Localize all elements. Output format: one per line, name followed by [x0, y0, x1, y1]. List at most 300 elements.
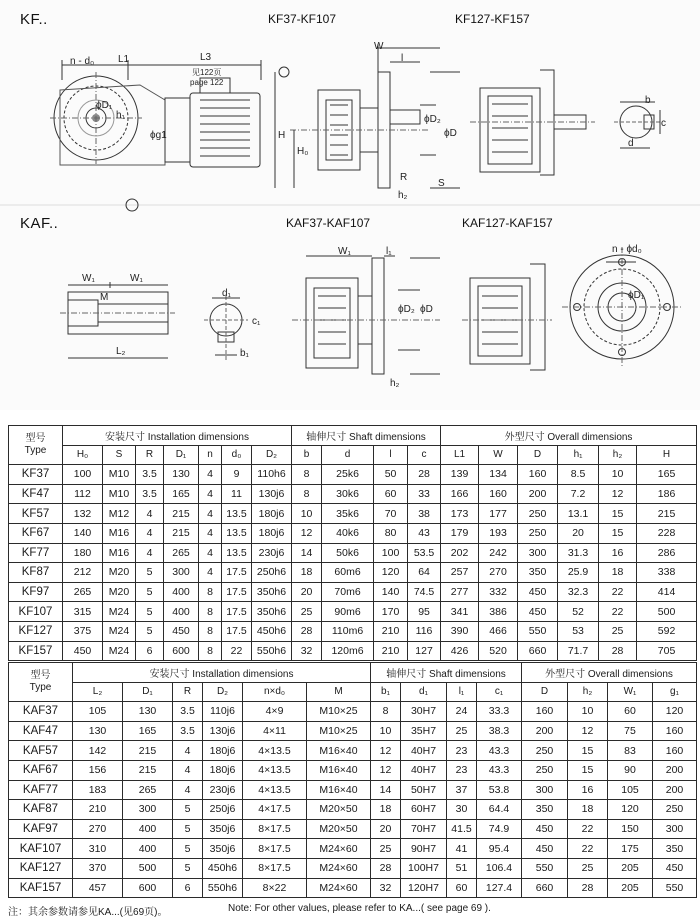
- table-cell: 16: [599, 543, 637, 563]
- table-cell: 74.9: [477, 819, 522, 839]
- table-cell: 592: [637, 621, 697, 641]
- table-cell: 660: [518, 641, 558, 661]
- table-cell: M20: [103, 563, 136, 583]
- table-cell: 120m6: [322, 641, 374, 661]
- table-cell: 8: [292, 484, 322, 504]
- table-cell: 13.5: [222, 523, 252, 543]
- table-cell: 35H7: [401, 721, 447, 741]
- kf-column-header: h₁: [558, 445, 599, 465]
- type-cell: KAF47: [9, 721, 73, 741]
- table-cell: 4: [199, 543, 222, 563]
- table-cell: 4×17.5: [243, 800, 307, 820]
- table-cell: 270: [479, 563, 518, 583]
- table-cell: 250: [653, 800, 697, 820]
- table-row: [9, 800, 697, 820]
- table-cell: 14: [292, 543, 322, 563]
- kaf-column-header: c₁: [477, 682, 522, 702]
- table-cell: 338: [637, 563, 697, 583]
- table-cell: M16×40: [307, 741, 371, 761]
- note-cn: 注：其余参数请参见KA...(见69页)。: [8, 907, 168, 918]
- table-cell: 50k6: [322, 543, 374, 563]
- table-cell: 450: [518, 582, 558, 602]
- type-cell: KAF127: [9, 858, 73, 878]
- kf127-kf157-view: [470, 70, 595, 175]
- table-cell: 156: [73, 760, 123, 780]
- table-cell: 450: [522, 819, 568, 839]
- table-cell: 215: [123, 760, 173, 780]
- table-cell: 20: [292, 582, 322, 602]
- table-cell: 205: [608, 878, 653, 898]
- kf-column-header: D₁: [164, 445, 199, 465]
- kf-small-group-title: KF37-KF107: [268, 12, 337, 26]
- kaf-column-header: l₁: [447, 682, 477, 702]
- table-cell: 426: [441, 641, 479, 661]
- dim-d1: d₁: [222, 288, 231, 299]
- table-cell: 5: [173, 858, 203, 878]
- dim-h1: h₁: [116, 110, 125, 121]
- table-cell: 105: [73, 702, 123, 722]
- table-cell: 18: [568, 800, 608, 820]
- dim-S: S: [438, 178, 445, 189]
- table-cell: 5: [173, 819, 203, 839]
- table-cell: 28: [599, 641, 637, 661]
- table-cell: 3.5: [136, 465, 164, 485]
- table-cell: 130: [73, 721, 123, 741]
- kf-column-header: D₂: [252, 445, 292, 465]
- kf-type-label-en: Type: [24, 445, 47, 457]
- table-cell: 230j6: [252, 543, 292, 563]
- kf-column-header: c: [408, 445, 441, 465]
- dim-D1-kaf: ϕD₁: [628, 290, 645, 301]
- table-cell: 375: [63, 621, 103, 641]
- table-cell: 41.5: [447, 819, 477, 839]
- table-row: [9, 543, 697, 563]
- note-en: Note: For other values, please refer to KA...( see page 69 ).: [228, 903, 491, 914]
- table-cell: M20×50: [307, 800, 371, 820]
- table-cell: 43.3: [477, 760, 522, 780]
- table-cell: 17.5: [222, 621, 252, 641]
- table-cell: 550: [522, 858, 568, 878]
- dim-g1: ϕg1: [150, 130, 167, 141]
- table-cell: M10×25: [307, 702, 371, 722]
- table-cell: 112: [63, 484, 103, 504]
- kf-column-header: d: [322, 445, 374, 465]
- table-cell: 180: [63, 543, 103, 563]
- table-cell: 5: [136, 563, 164, 583]
- table-cell: 228: [637, 523, 697, 543]
- table-cell: 14: [371, 780, 401, 800]
- type-cell: KAF107: [9, 839, 73, 859]
- type-cell: KF87: [9, 563, 63, 583]
- table-cell: 341: [441, 602, 479, 622]
- table-cell: 37: [447, 780, 477, 800]
- table-cell: 95: [408, 602, 441, 622]
- table-cell: 53: [558, 621, 599, 641]
- table-cell: 600: [123, 878, 173, 898]
- table-cell: M10: [103, 465, 136, 485]
- dim-R: R: [400, 172, 408, 183]
- table-row: [9, 741, 697, 761]
- table-cell: M24: [103, 621, 136, 641]
- table-cell: 52: [558, 602, 599, 622]
- table-cell: 38.3: [477, 721, 522, 741]
- table-cell: 132: [63, 504, 103, 524]
- dim-l1: l₁: [386, 246, 392, 257]
- table-cell: 200: [522, 721, 568, 741]
- table-cell: 310: [73, 839, 123, 859]
- kaf-large-group-title: KAF127-KAF157: [462, 216, 553, 230]
- table-cell: 4: [199, 465, 222, 485]
- table-cell: 457: [73, 878, 123, 898]
- table-cell: 12: [371, 760, 401, 780]
- table-cell: 350: [653, 839, 697, 859]
- table-cell: 370: [73, 858, 123, 878]
- table-cell: 210: [374, 641, 408, 661]
- dim-W: W: [374, 41, 384, 52]
- table-cell: 300: [518, 543, 558, 563]
- table-cell: 160: [522, 702, 568, 722]
- table-cell: 450: [518, 602, 558, 622]
- table-cell: 4×13.5: [243, 760, 307, 780]
- kaf-column-header: D₁: [123, 682, 173, 702]
- kaf-column-header: M: [307, 682, 371, 702]
- table-cell: 28: [408, 465, 441, 485]
- kf-column-header: h₂: [599, 445, 637, 465]
- dim-H: H: [278, 130, 286, 141]
- table-cell: 350h6: [252, 582, 292, 602]
- table-cell: 30: [447, 800, 477, 820]
- technical-drawings: [0, 0, 700, 410]
- table-cell: 41: [447, 839, 477, 859]
- kf-column-header: n: [199, 445, 222, 465]
- type-cell: KAF97: [9, 819, 73, 839]
- kf-overall-group: 外型尺寸 Overall dimensions: [441, 426, 697, 446]
- shaft-key-view: [614, 102, 660, 148]
- table-cell: 106.4: [477, 858, 522, 878]
- table-cell: 120: [608, 800, 653, 820]
- kaf-column-header: h₂: [568, 682, 608, 702]
- table-cell: 22: [568, 819, 608, 839]
- table-cell: 60H7: [401, 800, 447, 820]
- ref-page-cn: 见122页: [192, 68, 222, 77]
- table-cell: 350h6: [252, 602, 292, 622]
- dim-W1-right: W₁: [130, 273, 143, 284]
- table-cell: 193: [479, 523, 518, 543]
- kf-column-header: W: [479, 445, 518, 465]
- table-cell: 8: [199, 582, 222, 602]
- table-cell: 5: [136, 621, 164, 641]
- table-row: [9, 702, 697, 722]
- table-cell: 25: [371, 839, 401, 859]
- kaf-type-header: [9, 663, 73, 702]
- table-cell: 130j6: [203, 721, 243, 741]
- table-cell: 120: [374, 563, 408, 583]
- kf-type-label-cn: 型号: [25, 433, 46, 445]
- type-cell: KF47: [9, 484, 63, 504]
- table-cell: 160: [479, 484, 518, 504]
- table-cell: 550: [518, 621, 558, 641]
- table-cell: 450h6: [252, 621, 292, 641]
- table-cell: 4: [173, 760, 203, 780]
- kaf-column-header-row: [9, 682, 697, 702]
- table-row: [9, 621, 697, 641]
- table-cell: 450: [63, 641, 103, 661]
- table-cell: 173: [441, 504, 479, 524]
- type-cell: KAF67: [9, 760, 73, 780]
- table-cell: 250: [522, 760, 568, 780]
- table-cell: 30k6: [322, 484, 374, 504]
- kaf-section-title: KAF..: [20, 215, 59, 232]
- table-cell: 250h6: [252, 563, 292, 583]
- table-cell: 64: [408, 563, 441, 583]
- table-cell: 140: [63, 523, 103, 543]
- kf-column-header: H₀: [63, 445, 103, 465]
- table-cell: 30H7: [401, 702, 447, 722]
- kf-column-header: H: [637, 445, 697, 465]
- table-cell: 8×17.5: [243, 819, 307, 839]
- table-cell: 120H7: [401, 878, 447, 898]
- table-row: [9, 602, 697, 622]
- table-cell: 215: [123, 741, 173, 761]
- table-cell: 33: [408, 484, 441, 504]
- table-row: [9, 780, 697, 800]
- kaf127-kaf157-view: [462, 264, 552, 370]
- table-cell: 215: [637, 504, 697, 524]
- table-cell: 15: [599, 504, 637, 524]
- table-cell: 200: [518, 484, 558, 504]
- table-cell: 25: [292, 602, 322, 622]
- table-cell: 8: [199, 641, 222, 661]
- table-cell: 660: [522, 878, 568, 898]
- table-cell: 25: [599, 621, 637, 641]
- table-row: [9, 504, 697, 524]
- table-cell: M24: [103, 602, 136, 622]
- table-cell: 4: [136, 543, 164, 563]
- table-cell: 100: [374, 543, 408, 563]
- table-cell: 18: [599, 563, 637, 583]
- table-cell: 250: [522, 741, 568, 761]
- table-cell: 70H7: [401, 819, 447, 839]
- table-cell: 116: [408, 621, 441, 641]
- table-cell: 11: [222, 484, 252, 504]
- table-cell: 177: [479, 504, 518, 524]
- type-cell: KF37: [9, 465, 63, 485]
- table-cell: 22: [568, 839, 608, 859]
- table-cell: 110j6: [203, 702, 243, 722]
- type-cell: KAF157: [9, 878, 73, 898]
- table-cell: 43: [408, 523, 441, 543]
- dim-D: ϕD: [444, 128, 457, 139]
- table-cell: 4×11: [243, 721, 307, 741]
- table-cell: 315: [63, 602, 103, 622]
- table-cell: 6: [173, 878, 203, 898]
- table-row: [9, 582, 697, 602]
- table-cell: 250: [518, 523, 558, 543]
- table-cell: 28: [292, 621, 322, 641]
- table-cell: 24: [447, 702, 477, 722]
- table-cell: 5: [136, 582, 164, 602]
- kf-column-header: d₀: [222, 445, 252, 465]
- table-cell: 95.4: [477, 839, 522, 859]
- dim-d: d: [628, 138, 634, 149]
- table-cell: 15: [568, 760, 608, 780]
- table-cell: 250: [518, 504, 558, 524]
- table-cell: 22: [599, 602, 637, 622]
- table-cell: 166: [441, 484, 479, 504]
- table-cell: 105: [608, 780, 653, 800]
- table-cell: 400: [164, 602, 199, 622]
- kaf-group-header-row: [9, 663, 697, 683]
- table-cell: 179: [441, 523, 479, 543]
- dim-n-d0-kaf: n - ϕd₀: [612, 244, 642, 255]
- table-cell: 31.3: [558, 543, 599, 563]
- table-cell: 4: [199, 523, 222, 543]
- table-cell: 212: [63, 563, 103, 583]
- table-cell: 12: [599, 484, 637, 504]
- table-cell: 25.9: [558, 563, 599, 583]
- table-cell: 170: [374, 602, 408, 622]
- table-row: [9, 641, 697, 661]
- type-cell: KF57: [9, 504, 63, 524]
- table-row: [9, 839, 697, 859]
- kaf-column-header: g₁: [653, 682, 697, 702]
- table-cell: 134: [479, 465, 518, 485]
- table-cell: 33.3: [477, 702, 522, 722]
- table-cell: 270: [73, 819, 123, 839]
- table-cell: 215: [164, 523, 199, 543]
- table-cell: 4: [173, 741, 203, 761]
- table-cell: 8: [199, 621, 222, 641]
- kaf-column-header: d₁: [401, 682, 447, 702]
- table-cell: M20×50: [307, 819, 371, 839]
- table-cell: 127.4: [477, 878, 522, 898]
- table-cell: 25: [447, 721, 477, 741]
- kf-shaft-group: 轴伸尺寸 Shaft dimensions: [292, 426, 441, 446]
- type-cell: KF97: [9, 582, 63, 602]
- table-cell: 25k6: [322, 465, 374, 485]
- table-cell: 18: [371, 800, 401, 820]
- table-row: [9, 721, 697, 741]
- table-cell: 466: [479, 621, 518, 641]
- table-cell: 10: [568, 702, 608, 722]
- table-cell: 130: [164, 465, 199, 485]
- table-cell: 7.2: [558, 484, 599, 504]
- table-cell: 130: [123, 702, 173, 722]
- type-cell: KF157: [9, 641, 63, 661]
- table-cell: 83: [608, 741, 653, 761]
- table-cell: 60: [374, 484, 408, 504]
- table-cell: 265: [164, 543, 199, 563]
- dim-M: M: [100, 292, 109, 303]
- table-cell: 22: [599, 582, 637, 602]
- table-cell: 13.5: [222, 504, 252, 524]
- kaf-column-header: D: [522, 682, 568, 702]
- table-cell: 8: [371, 702, 401, 722]
- table-cell: 60: [608, 702, 653, 722]
- table-cell: 8: [199, 602, 222, 622]
- table-cell: 300: [522, 780, 568, 800]
- kf-column-header: S: [103, 445, 136, 465]
- table-cell: 8×17.5: [243, 858, 307, 878]
- table-cell: 17.5: [222, 602, 252, 622]
- table-cell: 70: [374, 504, 408, 524]
- dim-c1: c₁: [252, 316, 261, 327]
- table-cell: 205: [608, 858, 653, 878]
- dim-l: l: [401, 53, 404, 64]
- table-cell: 32: [371, 878, 401, 898]
- table-cell: 550h6: [203, 878, 243, 898]
- table-cell: 139: [441, 465, 479, 485]
- table-cell: 300: [653, 819, 697, 839]
- table-cell: 100: [63, 465, 103, 485]
- table-cell: 165: [637, 465, 697, 485]
- table-cell: M12: [103, 504, 136, 524]
- table-cell: 43.3: [477, 741, 522, 761]
- table-cell: 74.5: [408, 582, 441, 602]
- table-cell: 230j6: [203, 780, 243, 800]
- table-cell: 300: [164, 563, 199, 583]
- table-cell: 60: [447, 878, 477, 898]
- table-cell: 257: [441, 563, 479, 583]
- table-cell: 140: [374, 582, 408, 602]
- table-cell: 38: [408, 504, 441, 524]
- kaf-overall-group: 外型尺寸 Overall dimensions: [522, 663, 697, 683]
- table-cell: 180j6: [252, 523, 292, 543]
- kaf-small-group-title: KAF37-KAF107: [286, 216, 371, 230]
- table-cell: 265: [63, 582, 103, 602]
- kaf-column-header: b₁: [371, 682, 401, 702]
- table-cell: 16: [568, 780, 608, 800]
- dim-h2: h₂: [398, 190, 408, 201]
- kaf-type-label-cn: 型号: [30, 670, 51, 682]
- kf-group-header-row: [9, 426, 697, 446]
- type-cell: KAF37: [9, 702, 73, 722]
- table-cell: 71.7: [558, 641, 599, 661]
- table-cell: M16×40: [307, 780, 371, 800]
- kaf37-kaf107-view: [292, 256, 440, 374]
- table-cell: 8×17.5: [243, 839, 307, 859]
- table-cell: 165: [123, 721, 173, 741]
- kf-column-header-row: [9, 445, 697, 465]
- table-row: [9, 878, 697, 898]
- kf-type-header: [9, 426, 63, 465]
- kaf-dimension-table: [8, 662, 697, 898]
- table-cell: 12: [371, 741, 401, 761]
- table-row: [9, 484, 697, 504]
- type-cell: KF67: [9, 523, 63, 543]
- table-cell: 160: [653, 741, 697, 761]
- type-cell: KAF77: [9, 780, 73, 800]
- table-cell: 5: [173, 800, 203, 820]
- table-cell: 180j6: [203, 760, 243, 780]
- table-cell: 350j6: [203, 839, 243, 859]
- kf-section-title: KF..: [20, 11, 48, 28]
- table-cell: 3.5: [136, 484, 164, 504]
- table-row: [9, 760, 697, 780]
- table-cell: 705: [637, 641, 697, 661]
- table-row: [9, 465, 697, 485]
- dim-L1: L1: [118, 54, 130, 65]
- table-cell: 23: [447, 741, 477, 761]
- table-cell: 10: [292, 504, 322, 524]
- table-cell: 414: [637, 582, 697, 602]
- table-cell: M16: [103, 523, 136, 543]
- table-cell: 25: [568, 858, 608, 878]
- table-cell: 90H7: [401, 839, 447, 859]
- table-cell: 5: [173, 839, 203, 859]
- table-cell: 60m6: [322, 563, 374, 583]
- table-cell: 200: [653, 760, 697, 780]
